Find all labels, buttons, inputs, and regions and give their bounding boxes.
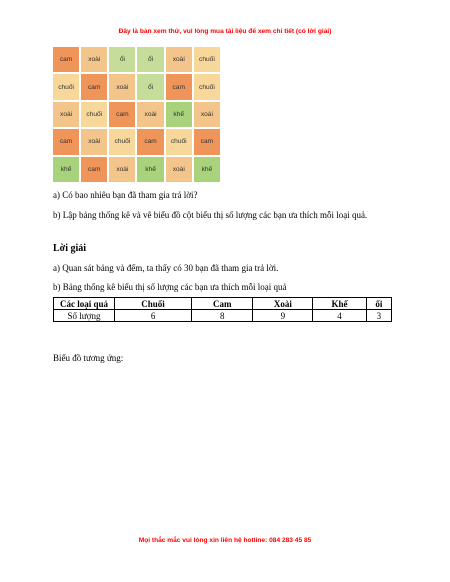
table-header-cell: Chuối <box>115 298 192 310</box>
hotline-footer: Mọi thắc mắc vui lòng xin liên hệ hotline: 084 283 45 85 <box>138 537 312 544</box>
fruit-survey-grid <box>53 47 220 182</box>
grid-cell: xoài <box>109 74 135 99</box>
answer-a: a) Quan sát bảng và đếm, ta thấy có 30 bạn đã tham gia trả lời. <box>53 263 279 273</box>
grid-cell: chuối <box>194 74 220 99</box>
preview-banner: Đây là bản xem thử, vui lòng mua tài liệu để xem chi tiết (có lời giải) <box>118 28 332 35</box>
table-row-label: Số lượng <box>54 310 115 322</box>
table-header-cell: ổi <box>366 298 391 310</box>
grid-cell: xoài <box>81 47 107 72</box>
grid-cell: ổi <box>137 47 163 72</box>
grid-cell: xoài <box>81 129 107 154</box>
grid-cell: ổi <box>137 74 163 99</box>
table-header-cell: Cam <box>192 298 253 310</box>
grid-cell: xoài <box>137 102 163 127</box>
answer-b: b) Bảng thống kê biểu thị số lượng các bạn ưa thích mỗi loại quả <box>53 282 287 292</box>
table-row <box>54 310 392 322</box>
question-a: a) Có bao nhiêu bạn đã tham gia trả lời? <box>53 190 198 200</box>
grid-cell: cam <box>53 129 79 154</box>
question-b: b) Lập bảng thống kê và vẽ biểu đồ cột biểu thị số lượng các bạn ưa thích mỗi loại quả. <box>53 210 368 220</box>
grid-cell: khế <box>53 157 79 182</box>
grid-cell: xoài <box>109 157 135 182</box>
grid-cell: cam <box>109 102 135 127</box>
chart-caption: Biểu đồ tương ứng: <box>53 353 124 363</box>
table-header-cell: Các loại quả <box>54 298 115 310</box>
grid-cell: khế <box>194 157 220 182</box>
grid-cell: cam <box>137 129 163 154</box>
grid-cell: chuối <box>81 102 107 127</box>
table-header-cell: Khế <box>313 298 367 310</box>
grid-cell: chuối <box>109 129 135 154</box>
grid-cell: khế <box>166 102 192 127</box>
statistics-table <box>53 297 392 322</box>
table-header-row <box>54 298 392 310</box>
grid-cell: cam <box>81 157 107 182</box>
grid-cell: cam <box>166 74 192 99</box>
grid-cell: cam <box>53 47 79 72</box>
grid-cell: xoài <box>194 102 220 127</box>
grid-cell: cam <box>194 129 220 154</box>
grid-cell: chuối <box>194 47 220 72</box>
solution-heading: Lời giải <box>53 243 87 254</box>
table-header-cell: Xoài <box>253 298 313 310</box>
grid-cell: chuối <box>53 74 79 99</box>
grid-cell: xoài <box>166 47 192 72</box>
grid-cell: ổi <box>109 47 135 72</box>
table-cell: 6 <box>115 310 192 322</box>
grid-cell: chuối <box>166 129 192 154</box>
table-cell: 3 <box>366 310 391 322</box>
table-cell: 8 <box>192 310 253 322</box>
table-cell: 9 <box>253 310 313 322</box>
grid-cell: cam <box>81 74 107 99</box>
grid-cell: xoài <box>166 157 192 182</box>
grid-cell: khế <box>137 157 163 182</box>
table-cell: 4 <box>313 310 367 322</box>
grid-cell: xoài <box>53 102 79 127</box>
